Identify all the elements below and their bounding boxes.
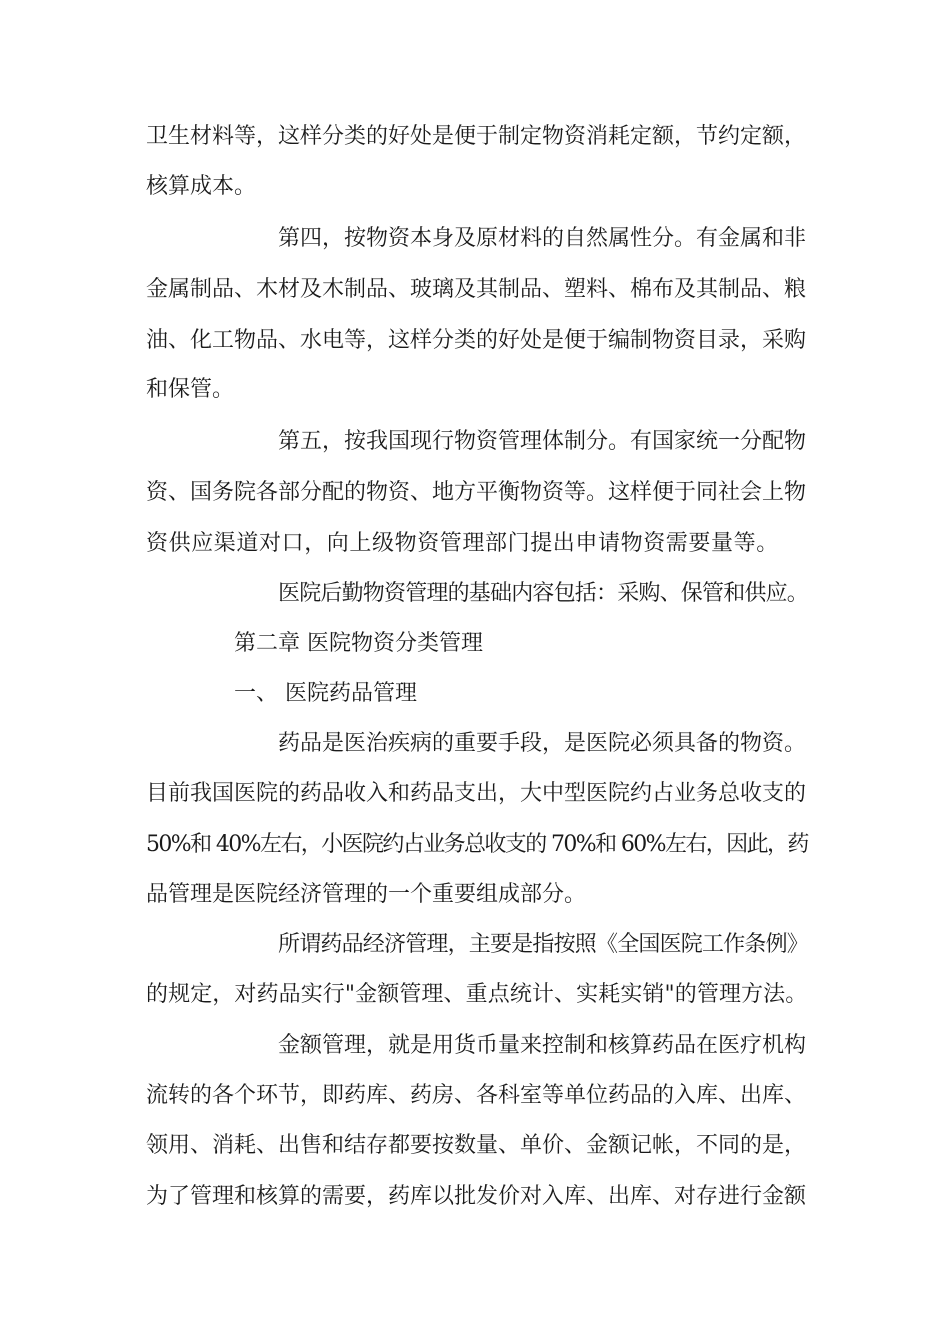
text-line: 药品是医治疾病的重要手段，是医院必须具备的物资。	[278, 731, 807, 756]
text-line: 核算成本。	[146, 174, 257, 199]
text-line: 油、化工物品、水电等，这样分类的好处是便于编制物资目录，采购	[146, 328, 807, 353]
chapter-heading: 第二章 医院物资分类管理	[234, 631, 483, 656]
text-line: 的规定，对药品实行"金额管理、重点统计、实耗实销"的管理方法。	[146, 982, 808, 1007]
text-line: 目前我国医院的药品收入和药品支出，大中型医院约占业务总收支的	[146, 781, 807, 806]
text-line: 资、国务院各部分配的物资、地方平衡物资等。这样便于同社会上物	[146, 480, 807, 505]
text-line: 资供应渠道对口，向上级物资管理部门提出申请物资需要量等。	[146, 531, 779, 556]
text-line: 为了管理和核算的需要，药库以批发价对入库、出库、对存进行金额	[146, 1184, 807, 1209]
text-line: 领用、消耗、出售和结存都要按数量、单价、金额记帐，不同的是，	[146, 1133, 807, 1158]
text-line: 医院后勤物资管理的基础内容包括：采购、保管和供应。	[278, 581, 809, 606]
text-line: 第四，按物资本身及原材料的自然属性分。有金属和非	[278, 226, 807, 251]
text-line: 和保管。	[146, 377, 235, 402]
text-line: 金属制品、木材及木制品、玻璃及其制品、塑料、棉布及其制品、粮	[146, 277, 807, 302]
text-line: 品管理是医院经济管理的一个重要组成部分。	[146, 882, 587, 907]
text-line: 金额管理，就是用货币量来控制和核算药品在医疗机构	[278, 1033, 807, 1058]
text-line: 所谓药品经济管理，主要是指按照《全国医院工作条例》	[278, 932, 809, 957]
text-line: 第五，按我国现行物资管理体制分。有国家统一分配物	[278, 429, 807, 454]
section-heading: 一、 医院药品管理	[234, 681, 417, 706]
text-line: 流转的各个环节，即药库、药房、各科室等单位药品的入库、出库、	[146, 1083, 807, 1108]
text-line: 卫生材料等，这样分类的好处是便于制定物资消耗定额，节约定额，	[146, 124, 807, 149]
text-line: 50%和 40%左右，小医院约占业务总收支的 70%和 60%左右，因此，药	[146, 832, 808, 857]
